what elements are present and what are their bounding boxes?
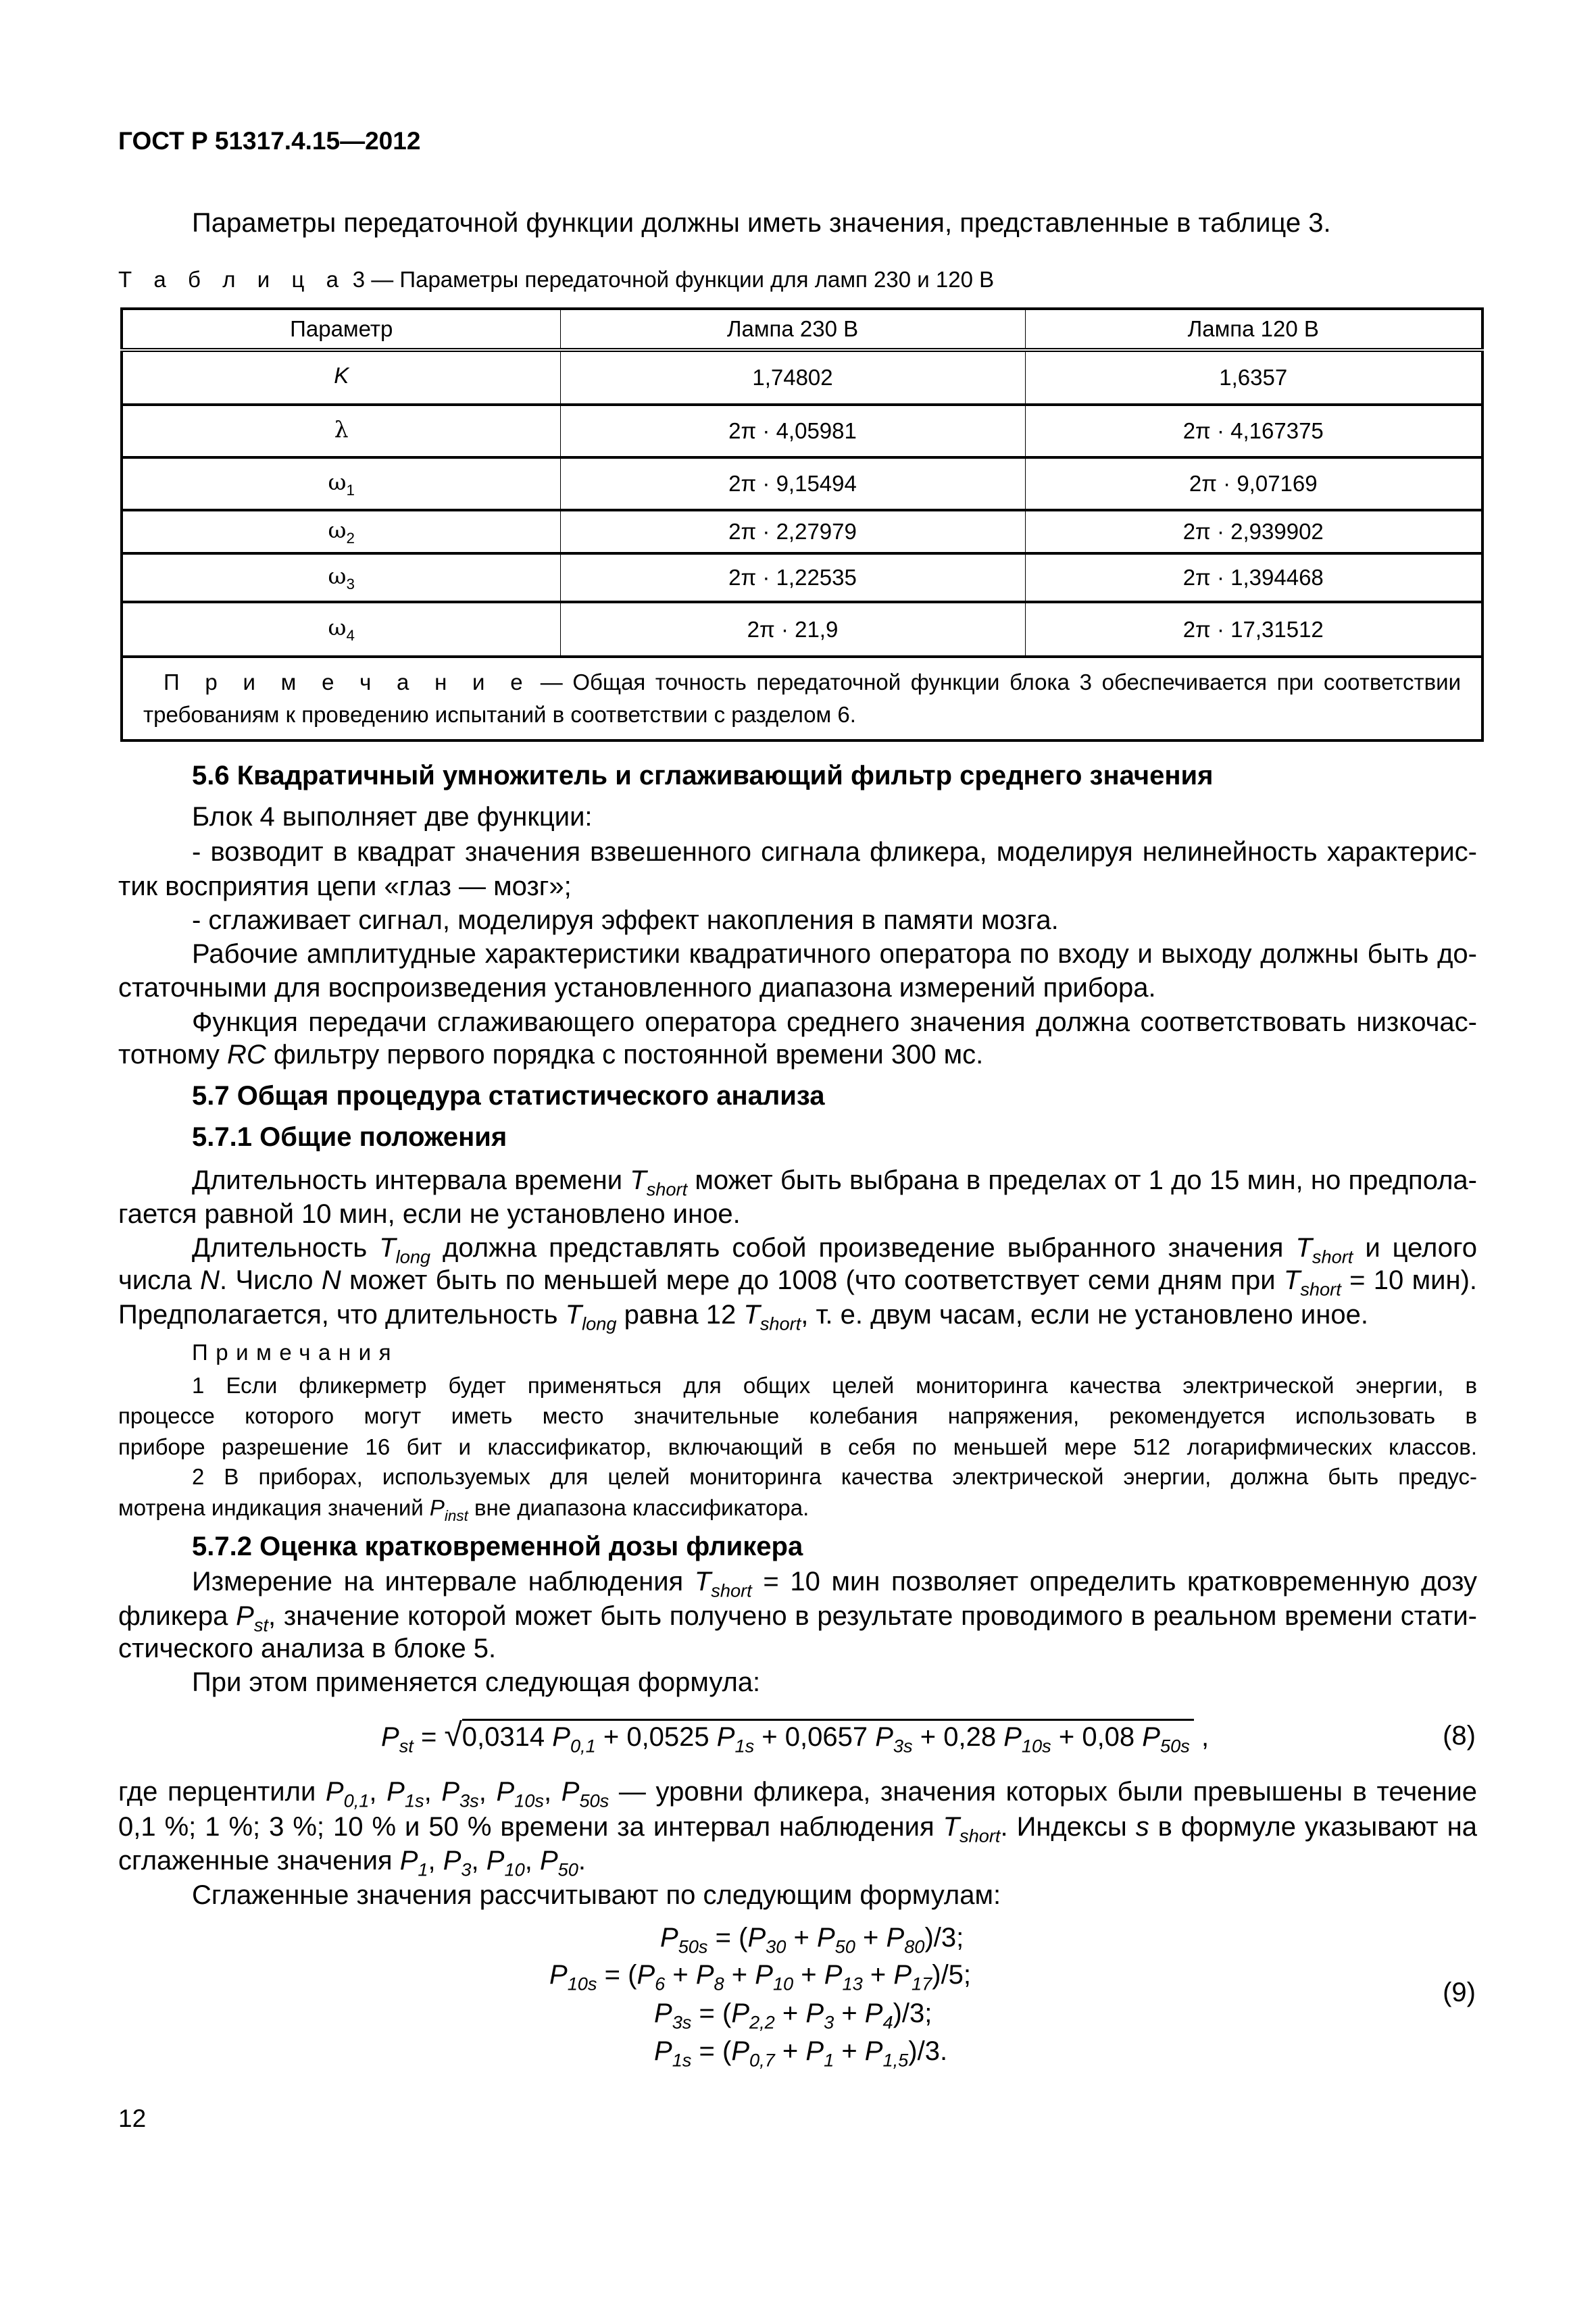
parameter-subscript: 3 <box>346 575 355 593</box>
parameter-subscript: 2 <box>346 529 355 547</box>
text-run: фильтру первого порядка с постоянной времени 300 мс. <box>266 1040 984 1070</box>
subscript: 1 <box>824 2049 834 2071</box>
subscript: 50 <box>557 1859 578 1880</box>
text-run: Примечания <box>192 1340 399 1365</box>
subscript: 3s <box>893 1735 913 1757</box>
text-run: )/3; <box>893 1998 932 2028</box>
note-text-2: требованиям к проведению испытаний в соответствии с разделом 6. <box>143 702 856 727</box>
text-run: P <box>886 1923 905 1953</box>
page-number: 12 <box>118 2105 147 2132</box>
text-line <box>192 1372 1477 1399</box>
text-run: , <box>428 1846 443 1876</box>
text-run: числа <box>118 1265 201 1295</box>
text-run: T <box>565 1300 582 1330</box>
parameter-symbol: K <box>334 363 349 388</box>
subscript: 17 <box>912 1973 932 1994</box>
value-cell: 1,6357 <box>1025 350 1482 405</box>
text-line <box>192 1666 1477 1699</box>
subscript: 13 <box>842 1973 863 1994</box>
text-run: 0,1 %; 1 %; 3 %; 10 % и 50 % времени за интервал наблюдения <box>118 1812 943 1842</box>
subscript: 50s <box>678 1936 708 1957</box>
section-heading <box>192 759 1477 792</box>
text-run: P <box>552 1722 570 1752</box>
text-run: P <box>654 2036 672 2066</box>
text-run: Предполагается, что длительность <box>118 1300 566 1330</box>
value-cell: 2π · 4,05981 <box>560 405 1025 457</box>
text-run: )/3. <box>908 2036 948 2066</box>
text-run: T <box>630 1165 647 1195</box>
subscript: 50s <box>579 1790 609 1811</box>
text-run: Блок 4 выполняет две функции: <box>192 802 593 832</box>
text-run: P <box>755 1960 773 1990</box>
text-run: , т. е. двум часам, если не установлено иное. <box>801 1300 1368 1330</box>
text-run: P <box>805 1998 824 2028</box>
formula-9-number: (9) <box>1443 1978 1476 2007</box>
section-heading <box>192 1121 1477 1153</box>
text-run: приборе разрешение 16 бит и классификатор, включающий в себя по меньшей мере 512 логарифмических классов. <box>118 1434 1477 1459</box>
text-run: 5.7 Общая процедура статистического анализа <box>192 1081 825 1111</box>
text-run: + <box>724 1960 755 1990</box>
text-run: тотному <box>118 1040 227 1070</box>
text-run: N <box>200 1265 220 1295</box>
text-run: Измерение на интервале наблюдения <box>192 1567 695 1596</box>
text-line <box>118 1198 1477 1230</box>
text-line <box>192 836 1477 868</box>
subscript: 1s <box>672 2049 692 2071</box>
table-row <box>122 553 1482 602</box>
text-run: равна 12 <box>616 1300 744 1330</box>
subscript: 3s <box>459 1790 479 1811</box>
text-line <box>118 1434 1477 1461</box>
subscript: inst <box>444 1507 468 1524</box>
text-run: в формуле указывают на <box>1149 1812 1478 1842</box>
subscript: 3s <box>672 2011 692 2033</box>
value-cell: 1,74802 <box>560 350 1025 405</box>
text-run: P <box>236 1601 254 1631</box>
formula-9-line <box>660 1921 964 1963</box>
text-run: — уровни фликера, значения которых были превышены в течение <box>609 1777 1478 1807</box>
text-run: T <box>743 1300 760 1330</box>
text-run: тик восприятия цепи «глаз — мозг»; <box>118 872 572 901</box>
text-run: = <box>413 1722 445 1752</box>
text-run: Функция передачи сглаживающего оператора среднего значения должна соответствовать низкочас- <box>192 1007 1477 1037</box>
formula-8-number: (8) <box>1443 1721 1476 1751</box>
value-cell: 2π · 2,939902 <box>1025 510 1482 553</box>
text-run: N <box>321 1265 341 1295</box>
text-run: , <box>369 1777 387 1807</box>
subscript: short <box>759 1313 801 1334</box>
text-run: = ( <box>597 1960 637 1990</box>
text-run: 2 В приборах, используемых для целей мониторинга качества электрической энергии, должна быть предус- <box>192 1464 1477 1489</box>
text-run: = ( <box>691 2036 732 2066</box>
text-run: P <box>731 2036 749 2066</box>
text-line <box>192 1463 1477 1490</box>
parameter-cell <box>122 510 560 553</box>
text-run: P <box>325 1777 344 1807</box>
text-line <box>118 972 1477 1004</box>
formula-9-line <box>654 2035 947 2077</box>
section-heading <box>192 1080 1477 1112</box>
text-line <box>118 1632 1477 1665</box>
text-run: T <box>943 1812 960 1842</box>
subscript: 10s <box>1021 1735 1051 1757</box>
text-run: + <box>793 1960 824 1990</box>
text-run: P <box>539 1846 558 1876</box>
text-run: + 0,0525 <box>595 1722 717 1752</box>
text-run: фликера <box>118 1601 236 1631</box>
text-run: , <box>478 1777 497 1807</box>
subscript: 3 <box>461 1859 472 1880</box>
parameter-symbol: λ <box>334 416 349 443</box>
text-run: Длительность интервала времени <box>192 1165 630 1195</box>
table-row <box>122 602 1482 657</box>
subscript: short <box>646 1178 688 1200</box>
parameter-symbol: ω <box>328 516 347 543</box>
text-run: P <box>1003 1722 1022 1752</box>
subscript: short <box>1312 1246 1353 1267</box>
formula-8 <box>381 1719 1209 1763</box>
text-run: + <box>786 1923 817 1953</box>
text-run: , <box>424 1777 442 1807</box>
text-run: . Число <box>220 1265 322 1295</box>
value-cell: 2π · 2,27979 <box>560 510 1025 553</box>
text-run: P <box>660 1923 678 1953</box>
text-run: P <box>864 2036 883 2066</box>
text-run: P <box>443 1846 462 1876</box>
text-run: и целого <box>1353 1233 1477 1263</box>
text-run: гается равной 10 мин, если не установлено иное. <box>118 1199 741 1229</box>
text-run: вне диапазона классификатора. <box>468 1495 809 1520</box>
subscript: 50s <box>1159 1735 1190 1757</box>
value-cell: 2π · 4,167375 <box>1025 405 1482 457</box>
subscript: 2,2 <box>749 2011 775 2033</box>
text-run: + <box>834 1998 865 2028</box>
text-line <box>118 870 1477 903</box>
text-run: T <box>379 1233 396 1263</box>
text-run: . Индексы <box>1000 1812 1136 1842</box>
text-line <box>118 1299 1477 1340</box>
subscript: short <box>711 1580 752 1601</box>
section-heading <box>192 1530 1477 1563</box>
text-run: . <box>578 1846 587 1876</box>
text-run: + <box>834 2036 865 2066</box>
subscript: 50 <box>834 1936 855 1957</box>
text-run: - сглаживает сигнал, моделируя эффект накопления в памяти мозга. <box>192 905 1059 935</box>
intro-paragraph: Параметры передаточной функции должны иметь значения, представленные в таблице 3. <box>192 208 1331 238</box>
text-run: P <box>486 1846 505 1876</box>
text-run: процессе которого могут иметь место значительные колебания напряжения, рекомендуется использовать в <box>118 1403 1477 1428</box>
text-run: + 0,08 <box>1051 1722 1143 1752</box>
text-run: Длительность <box>192 1233 380 1263</box>
table-row <box>122 405 1482 457</box>
table-header-row <box>122 309 1482 350</box>
subscript: 0,7 <box>749 2049 775 2071</box>
subscript: short <box>1300 1278 1341 1300</box>
subscript: 10s <box>567 1973 597 1994</box>
formula-9-line <box>549 1959 971 2001</box>
subscript: 1s <box>404 1790 424 1811</box>
text-run: Рабочие амплитудные характеристики квадратичного оператора по входу и выходу должны быть до- <box>192 939 1477 969</box>
subscript: 6 <box>655 1973 666 1994</box>
text-run: + <box>774 2036 806 2066</box>
text-run: = ( <box>707 1923 748 1953</box>
text-run: = 10 мин позволяет определить кратковременную дозу <box>751 1567 1477 1596</box>
text-run: P <box>637 1960 655 1990</box>
subscript: st <box>253 1614 268 1636</box>
text-run: = 10 мин). <box>1341 1265 1477 1295</box>
text-line <box>192 904 1477 936</box>
subscript: 8 <box>714 1973 724 1994</box>
text-run: + <box>855 1923 887 1953</box>
subscript: long <box>395 1246 431 1267</box>
text-run: 5.7.1 Общие положения <box>192 1122 507 1152</box>
table-row <box>122 457 1482 510</box>
table-row <box>122 350 1482 405</box>
subscript: 10 <box>504 1859 525 1880</box>
subscript: short <box>959 1825 1001 1846</box>
value-cell: 2π · 9,15494 <box>560 457 1025 510</box>
parameter-cell <box>122 350 560 405</box>
parameter-subscript: 1 <box>346 481 355 499</box>
value-cell: 2π · 9,07169 <box>1025 457 1482 510</box>
text-run: + 0,28 <box>912 1722 1004 1752</box>
value-cell: 2π · 1,394468 <box>1025 553 1482 602</box>
text-run: , <box>471 1846 487 1876</box>
subscript: 1s <box>734 1735 755 1757</box>
text-run: должна представлять собой произведение выбранного значения <box>430 1233 1296 1263</box>
text-run: P <box>731 1998 749 2028</box>
text-run: При этом применяется следующая формула: <box>192 1667 761 1697</box>
column-header: Параметр <box>122 309 560 350</box>
text-run: P <box>386 1777 405 1807</box>
text-run: + <box>665 1960 696 1990</box>
table-note <box>122 657 1482 740</box>
text-line <box>192 938 1477 970</box>
radicand <box>462 1719 1194 1757</box>
parameter-symbol: ω <box>328 562 347 589</box>
parameter-symbol: ω <box>328 468 347 495</box>
subscript: st <box>399 1735 414 1757</box>
parameter-cell <box>122 553 560 602</box>
table-caption <box>118 263 994 296</box>
text-run: , значение которой может быть получено в результате проводимого в реальном времени стати- <box>268 1601 1477 1631</box>
text-run: может быть по меньшей мере до 1008 (что соответствует семи дням при <box>341 1265 1284 1295</box>
value-cell: 2π · 17,31512 <box>1025 602 1482 657</box>
text-run: , <box>524 1846 540 1876</box>
parameter-symbol: ω <box>328 614 347 641</box>
text-run: P <box>716 1722 735 1752</box>
text-run: P <box>496 1777 515 1807</box>
subscript: 3 <box>824 2011 834 2033</box>
text-run: Сглаженные значения рассчитывают по следующим формулам: <box>192 1880 1001 1910</box>
text-run: 0,0314 <box>462 1722 553 1752</box>
subscript: long <box>582 1313 617 1334</box>
subscript: 4 <box>882 2011 893 2033</box>
text-run: P <box>399 1846 418 1876</box>
text-run: стического анализа в блоке 5. <box>118 1634 497 1663</box>
text-run: P <box>816 1923 835 1953</box>
text-run: P <box>561 1777 580 1807</box>
subscript: 1,5 <box>882 2049 909 2071</box>
sqrt-icon: √ <box>444 1717 462 1753</box>
formula-9-line <box>654 1997 932 2039</box>
table-caption-label: Т а б л и ц а <box>118 267 347 292</box>
text-run: P <box>549 1960 568 1990</box>
text-run: P <box>381 1722 399 1752</box>
text-line <box>192 1879 1477 1911</box>
text-run: - возводит в квадрат значения взвешенного сигнала фликера, моделируя нелинейность характерис- <box>192 837 1477 867</box>
text-run: P <box>893 1960 912 1990</box>
table-caption-text: 3 — Параметры передаточной функции для ламп 230 и 120 В <box>352 267 995 292</box>
subscript: 30 <box>766 1936 787 1957</box>
text-run: P <box>695 1960 714 1990</box>
value-cell: 2π · 21,9 <box>560 602 1025 657</box>
text-run: статочными для воспроизведения установленного диапазона измерений прибора. <box>118 973 1156 1003</box>
text-run: = ( <box>691 1998 732 2028</box>
text-line <box>118 1038 1477 1071</box>
text-run: P <box>824 1960 843 1990</box>
subscript: 80 <box>904 1936 925 1957</box>
text-run: + <box>774 1998 806 2028</box>
text-run: P <box>1142 1722 1160 1752</box>
parameter-cell <box>122 405 560 457</box>
column-header: Лампа 230 В <box>560 309 1025 350</box>
text-run: + <box>862 1960 894 1990</box>
parameter-subscript: 4 <box>346 626 355 644</box>
text-run: 1 Если фликерметр будет применяться для общих целей мониторинга качества электрической энергии, в <box>192 1373 1477 1398</box>
text-run: 5.7.2 Оценка кратковременной дозы фликера <box>192 1532 803 1561</box>
text-run: T <box>1283 1265 1301 1295</box>
text-run: P <box>429 1495 445 1520</box>
text-run: 5.6 Квадратичный умножитель и сглаживающий фильтр среднего значения <box>192 761 1214 790</box>
subscript: 0,1 <box>343 1790 370 1811</box>
subscript: 10 <box>772 1973 794 1994</box>
text-run: s <box>1135 1812 1149 1842</box>
subscript: 10s <box>514 1790 544 1811</box>
text-line <box>192 1006 1477 1038</box>
text-run: RC <box>226 1040 266 1070</box>
text-line <box>192 1339 1477 1366</box>
text-run: P <box>747 1923 766 1953</box>
text-run: мотрена индикация значений <box>118 1495 430 1520</box>
parameter-cell <box>122 602 560 657</box>
document-header: ГОСТ Р 51317.4.15—2012 <box>118 127 421 155</box>
text-run: + 0,0657 <box>754 1722 876 1752</box>
table-note-row <box>122 657 1482 740</box>
text-run: P <box>441 1777 459 1807</box>
text-run: T <box>1295 1233 1312 1263</box>
parameter-cell <box>122 457 560 510</box>
formula-tail: , <box>1193 1722 1210 1752</box>
subscript: 0,1 <box>570 1735 596 1757</box>
text-run: )/3; <box>924 1923 964 1953</box>
text-run: сглаженные значения <box>118 1846 400 1876</box>
subscript: 1 <box>418 1859 428 1880</box>
text-run: P <box>805 2036 824 2066</box>
text-run: , <box>544 1777 562 1807</box>
text-run: может быть выбрана в пределах от 1 до 15 мин, но предпола- <box>687 1165 1477 1195</box>
text-run: P <box>864 1998 883 2028</box>
text-run: P <box>654 1998 672 2028</box>
value-cell: 2π · 1,22535 <box>560 553 1025 602</box>
text-run: T <box>694 1567 712 1596</box>
text-run: P <box>875 1722 893 1752</box>
note-text-1: — Общая точность передаточной функции блока 3 обеспечивается при соответствии <box>530 670 1461 695</box>
text-line <box>118 1494 1477 1530</box>
table-row <box>122 510 1482 553</box>
parameters-table <box>120 307 1484 742</box>
column-header: Лампа 120 В <box>1025 309 1482 350</box>
note-label: П р и м е ч а н и е <box>164 670 531 695</box>
text-line <box>192 801 1477 833</box>
text-run: )/5; <box>932 1960 972 1990</box>
text-run: где перцентили <box>118 1777 326 1807</box>
text-line <box>118 1403 1477 1430</box>
